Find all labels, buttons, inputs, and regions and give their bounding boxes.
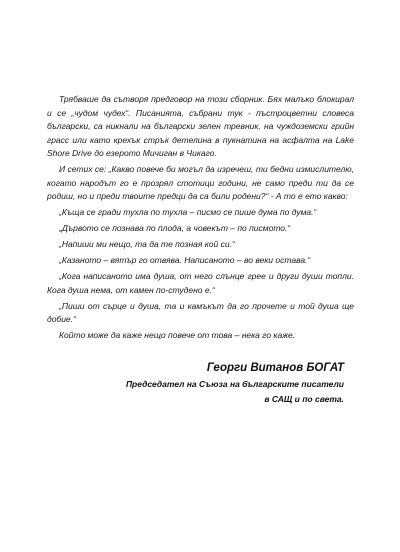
- author-title-line-1: Председател на Съюза на българските писатели: [125, 378, 344, 389]
- proverb-5: „Кога написаното има душа, от него слънце грее и други души топли. Кога душа нема, от камен по-студено е.“: [47, 271, 354, 295]
- paragraph-closing: Който може да каже нещо повече от това – нека го каже.: [59, 330, 296, 340]
- preface-body: [47, 93, 354, 343]
- proverb-4: „Казаното – вятър го отвява. Написаното – во веки остава.“: [59, 255, 311, 265]
- paragraph-intro: Трябваше да сътворя предговор на този сборник. Бях малъко блокирал и се „чудом чудех“. Писанията, събрани тук - пъстроцветни словеса български, са никнали на български зелен тревник, на чуждоземски грийн грасс или като крехък стрък детелина в пукнатина на асфалта на Lake Shore Drive до езерото Мичиган в Чикаго.: [47, 94, 354, 158]
- proverb-1: „Къща се гради тухла по тухла – писмо се пише дума по дума.“: [59, 207, 317, 217]
- paragraph-reflection: И сетих се: „Какво повече би могъл да изречеш, ти бедни измислителю, когато народът го е прозрял стотици години, не само преди ти да се родиш, но и преди твоите предци да са били родени?“ - А то е ето какво:: [47, 164, 354, 201]
- proverb-6: „Пиши от сърце и душа, та и камъкът да го прочете и той душа ще добие.“: [47, 300, 354, 324]
- proverb-2: „Дървото се познава по плода, а човекът – по писмото.“: [59, 223, 291, 233]
- author-name: Георги Витанов БОГАТ: [206, 361, 344, 374]
- signature-block: [47, 361, 354, 406]
- proverb-3: „Напиши ми нещо, та да те позная кой си.“: [59, 239, 235, 249]
- author-title-line-2: в САЩ и по света.: [264, 393, 344, 404]
